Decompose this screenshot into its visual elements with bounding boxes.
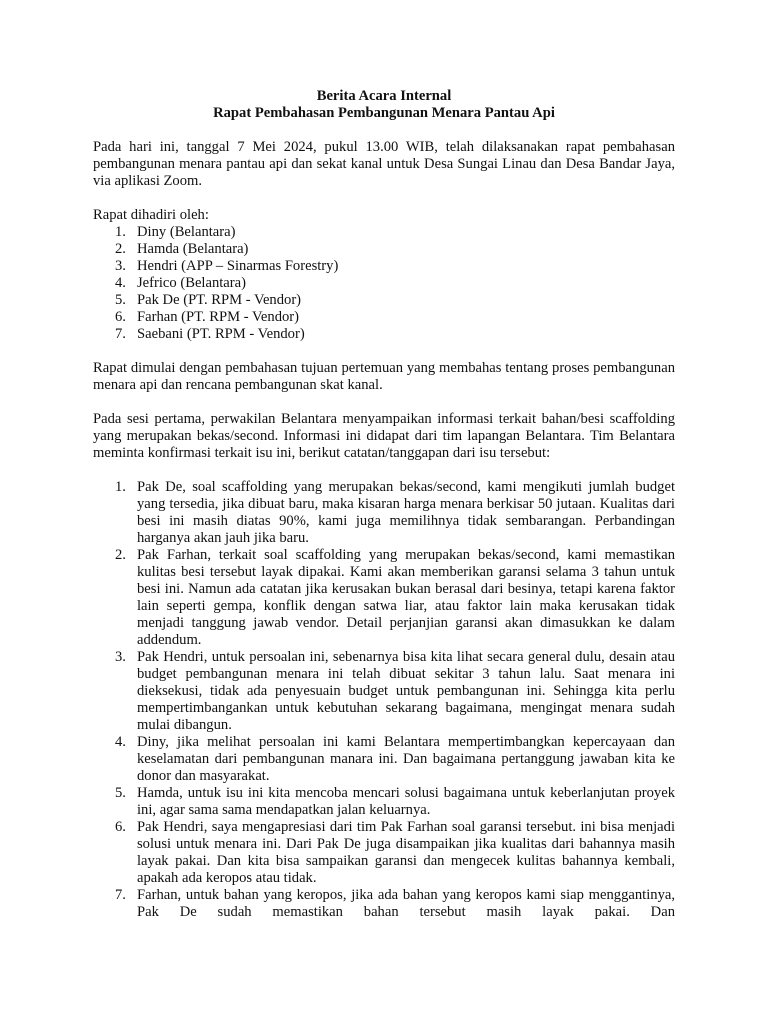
attendee-name: Jefrico (Belantara): [137, 275, 246, 291]
list-item: [93, 241, 675, 258]
opening-paragraph: Rapat dimulai dengan pembahasan tujuan pertemuan yang membahas tentang proses pembangunan menara api dan rencana pembangunan skat kanal.: [93, 360, 675, 393]
discussion-text: Farhan, untuk bahan yang keropos, jika ada bahan yang keropos kami siap menggantinya, Pak De sudah memastikan bahan tersebut masih layak pakai. Dan: [137, 887, 675, 920]
attendee-name: Hamda (Belantara): [137, 241, 249, 257]
list-item: [93, 275, 675, 292]
list-item: [93, 309, 675, 326]
list-number: 3.: [115, 258, 126, 274]
list-number: 6.: [115, 309, 126, 325]
discussion-list: [93, 479, 675, 921]
list-item: [93, 258, 675, 275]
discussion-text: Pak Hendri, untuk persoalan ini, sebenarnya bisa kita lihat secara general dulu, desain atau budget pembangunan menara ini telah dibuat sekitar 3 tahun lalu. Saat menara ini dieksekusi, tidak ada penyesuain budget untuk pembangunan ini. Sehingga kita perlu mempertimbangankan untuk kebutuhan sekarang bagaimana, mengingat menara sudah mulai dibangun.: [137, 649, 675, 733]
discussion-text: Diny, jika melihat persoalan ini kami Belantara mempertimbangkan kepercayaan dan keselamatan dari pembangunan manara ini. Dan bagaimana pertanggung jawaban kita ke donor dan masyarakat.: [137, 734, 675, 784]
discussion-text: Pak De, soal scaffolding yang merupakan bekas/second, kami mengikuti jumlah budget yang tersedia, jika dibuat baru, maka kisaran harga menara berkisar 50 jutaan. Kualitas dari besi ini masih diatas 90%, kami juga memilihnya tidak sembarangan. Perbandingan harganya akan jauh jika baru.: [137, 479, 675, 546]
list-item: [93, 224, 675, 241]
spacer: [93, 394, 675, 411]
attendee-name: Diny (Belantara): [137, 224, 236, 240]
list-item: [93, 887, 675, 921]
list-item: [93, 547, 675, 649]
list-item: [93, 326, 675, 343]
document-page: [93, 88, 675, 921]
document-title-line-2: Rapat Pembahasan Pembangunan Menara Pantau Api: [213, 105, 555, 121]
list-item: [93, 734, 675, 785]
list-number: 1.: [115, 224, 126, 240]
discussion-text: Pak Farhan, terkait soal scaffolding yang merupakan bekas/second, kami memastikan kulitas besi tersebut layak dipakai. Kami akan memberikan garansi selama 3 tahun untuk besi ini. Namun ada catatan jika kerusakan bukan berasal dari besinya, tetapi karena faktor lain seperti gempa, konflik dengan satwa liar, atau faktor lain maka kerusakan tidak menjadi tanggung jawab vendor. Detail perjanjian garansi akan dimasukkan ke dalam addendum.: [137, 547, 675, 648]
list-number: 2.: [115, 241, 126, 257]
attendee-list: [93, 224, 675, 343]
intro-paragraph: Pada hari ini, tanggal 7 Mei 2024, pukul 13.00 WIB, telah dilaksanakan rapat pembahasan pembangunan menara pantau api dan sekat kanal untuk Desa Sungai Linau dan Desa Bandar Jaya, via aplikasi Zoom.: [93, 139, 675, 189]
list-number: 6.: [115, 819, 126, 835]
list-number: 5.: [115, 292, 126, 308]
spacer: [93, 122, 675, 139]
list-number: 7.: [115, 887, 126, 903]
attendee-name: Farhan (PT. RPM - Vendor): [137, 309, 300, 325]
attendee-name: Hendri (APP – Sinarmas Forestry): [137, 258, 339, 274]
list-item: [93, 785, 675, 819]
list-item: [93, 292, 675, 309]
list-number: 5.: [115, 785, 126, 801]
list-item: [93, 479, 675, 547]
list-number: 3.: [115, 649, 126, 665]
spacer: [93, 190, 675, 207]
list-number: 2.: [115, 547, 126, 563]
session-one-paragraph: Pada sesi pertama, perwakilan Belantara menyampaikan informasi terkait bahan/besi scaffolding yang merupakan bekas/second. Informasi ini didapat dari tim lapangan Belantara. Tim Belantara meminta konfirmasi terkait isu ini, berikut catatan/tanggapan dari isu tersebut:: [93, 411, 675, 461]
list-number: 4.: [115, 734, 126, 750]
list-item: [93, 649, 675, 734]
list-number: 1.: [115, 479, 126, 495]
list-number: 7.: [115, 326, 126, 342]
attendee-name: Pak De (PT. RPM - Vendor): [137, 292, 302, 308]
list-number: 4.: [115, 275, 126, 291]
attendee-name: Saebani (PT. RPM - Vendor): [137, 326, 305, 342]
discussion-text: Hamda, untuk isu ini kita mencoba mencari solusi bagaimana untuk keberlanjutan proyek ini, agar sama sama mendapatkan jalan keluarnya.: [137, 785, 675, 818]
document-title-line-1: Berita Acara Internal: [316, 88, 452, 104]
spacer: [93, 343, 675, 360]
attendance-heading: Rapat dihadiri oleh:: [93, 207, 209, 223]
spacer: [93, 462, 675, 479]
list-item: [93, 819, 675, 887]
discussion-text: Pak Hendri, saya mengapresiasi dari tim Pak Farhan soal garansi tersebut. ini bisa menjadi solusi untuk menara ini. Dari Pak De juga disampaikan jika kualitas dari bahannya masih layak pakai. Dan kita bisa sampaikan garansi dan mengecek kulitas bahannya kembali, apakah ada keropos atau tidak.: [137, 819, 675, 886]
